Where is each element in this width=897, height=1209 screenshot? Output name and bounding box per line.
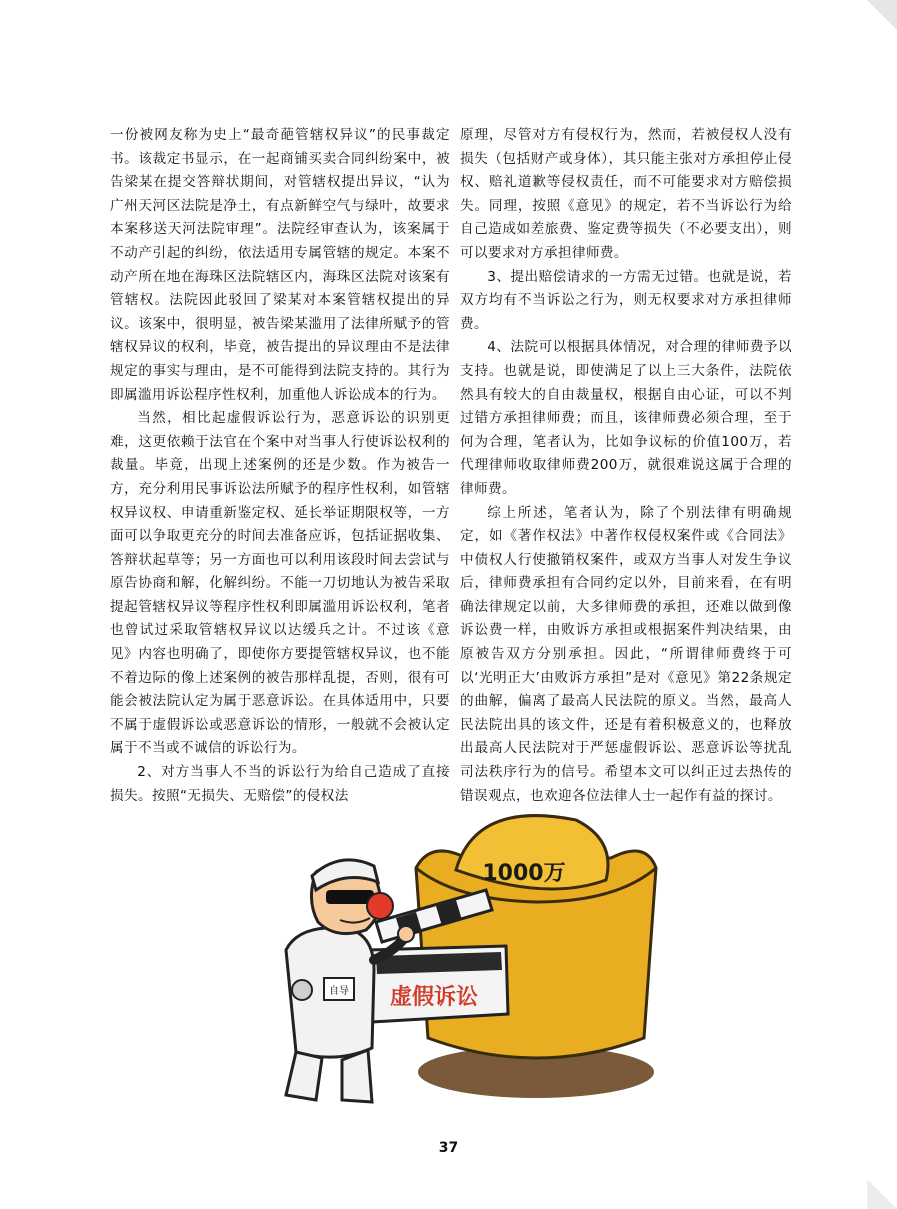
paragraph: 2、对方当事人不当的诉讼行为给自己造成了直接损失。按照“无损失、无赔偿”的侵权法 bbox=[110, 764, 450, 804]
badge bbox=[324, 978, 354, 1000]
page-corner-bottom bbox=[867, 1179, 897, 1209]
page-number: 37 bbox=[438, 1140, 459, 1156]
badge-label: 自导 bbox=[329, 986, 349, 997]
paragraph: 原理，尽管对方有侵权行为，然而，若被侵权人没有损失（包括财产或身体），其只能主张对方承担停止侵权、赔礼道歉等侵权责任，而不可能要求对方赔偿损失。同理，按照《意见》的规定，若不当诉讼行为给自己造成如差旅费、鉴定费等损失（不必要支出），则可以要求对方承担律师费。 bbox=[460, 127, 792, 261]
paragraph: 一份被网友称为史上“最奇葩管辖权异议”的民事裁定书。该裁定书显示，在一起商铺买卖合同纠纷案中，被告梁某在提交答辩状期间，对管辖权提出异议，“认为广州天河区法院是净土，有点新鲜空气与绿叶，故要求本案移送天河法院审理”。法院经审查认为，该案属于不动产引起的纠纷，依法适用专属管辖的规定。本案不动产所在地在海珠区法院辖区内，海珠区法院对该案有管辖权。法院因此驳回了梁某对本案管辖权提出的异议。该案中，很明显，被告梁某滥用了法律所赋予的管辖权异议的权利，毕竟，被告提出的异议理由不是法律规定的事实与理由，是不可能得到法院支持的。其行为即属滥用诉讼程序性权利，加重他人诉讼成本的行为。 bbox=[110, 127, 450, 403]
paragraph: 当然，相比起虚假诉讼行为，恶意诉讼的识别更难，这更依赖于法官在个案中对当事人行使诉讼权利的裁量。毕竟，出现上述案例的还是少数。作为被告一方，充分利用民事诉讼法所赋予的程序性权利，如管辖权异议权、申请重新鉴定权、延长举证期限权等，一方面可以争取更充分的时间去准备应诉，包括证据收集、答辩状起草等；另一方面也可以利用该段时间去尝试与原告协商和解，化解纠纷。不能一刀切地认为被告采取提起管辖权异议等程序性权利即属滥用诉讼权利，笔者也曾试过采取管辖权异议以达缓兵之计。不过该《意见》内容也明确了，即使你方要提管辖权异议，也不能不着边际的像上述案例的被告那样乱提，否则，很有可能会被法院认定为属于恶意诉讼。在具体适用中，只要不属于虚假诉讼或恶意诉讼的情形，一般就不会被认定属于不当或不诚信的诉讼行为。 bbox=[110, 410, 450, 757]
paragraph: 4、法院可以根据具体情况，对合理的律师费予以支持。也就是说，即使满足了以上三大条件，法院依然具有较大的自由裁量权，根据自由心证，可以不判过错方承担律师费；而且，该律师费必须合理，至于何为合理，笔者认为，比如争议标的价值100万，若代理律师收取律师费200万，就很难说这属于合理的律师费。 bbox=[460, 339, 792, 497]
page-corner-top bbox=[867, 0, 897, 30]
clapper-label: 虚假诉讼 bbox=[389, 985, 479, 1010]
paragraph: 综上所述，笔者认为，除了个别法律有明确规定，如《著作权法》中著作权侵权案件或《合同法》中债权人行使撤销权案件，或双方当事人对发生争议后，律师费承担有合同约定以外，目前来看，在有明确法律规定以前，大多律师费的承担，还难以做到像诉讼费一样，由败诉方承担或根据案件判决结果，由原被告双方分别承担。因此，“所谓律师费终于可以‘光明正大’由败诉方承担”是对《意见》第22条规定的曲解，偏离了最高人民法院的原义。当然，最高人民法院出具的该文件，还是有着积极意义的，也释放出最高人民法院对于严惩虚假诉讼、恶意诉讼等扰乱司法秩序行为的信号。希望本文可以纠正过去热传的错误观点，也欢迎各位法律人士一起作有益的探讨。 bbox=[460, 504, 792, 804]
ingot-label: 1000万 bbox=[482, 861, 566, 886]
cartoon-illustration bbox=[256, 810, 676, 1110]
right-column bbox=[460, 124, 792, 808]
paragraph: 3、提出赔偿请求的一方需无过错。也就是说，若双方均有不当诉讼之行为，则无权要求对方承担律师费。 bbox=[460, 268, 792, 332]
gold-ingot-icon bbox=[416, 816, 656, 1058]
left-column bbox=[110, 124, 450, 808]
